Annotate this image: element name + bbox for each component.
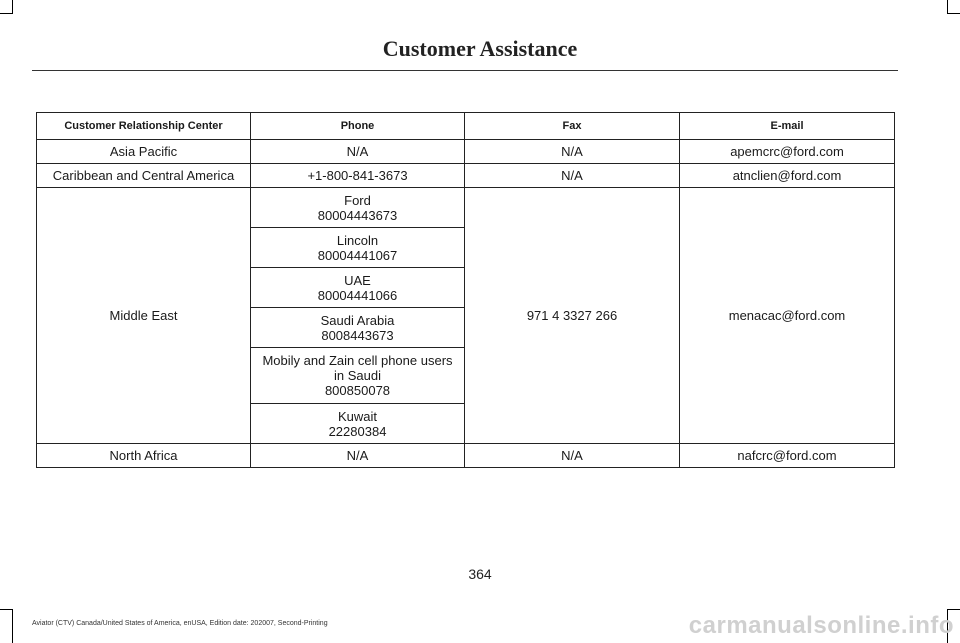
crop-mark	[12, 609, 13, 643]
phone-number: 80004441066	[317, 287, 398, 303]
title-divider	[32, 70, 898, 71]
phone-label: Kuwait	[337, 408, 378, 424]
email-cell: atnclien@ford.com	[680, 164, 895, 188]
phone-cell	[251, 348, 465, 404]
phone-cell	[251, 268, 465, 308]
email-cell: nafcrc@ford.com	[680, 444, 895, 468]
table-row	[37, 188, 895, 228]
phone-cell: +1-800-841-3673	[251, 164, 465, 188]
table-row	[37, 140, 895, 164]
column-header-email: E-mail	[680, 113, 895, 140]
page-title: Customer Assistance	[382, 36, 578, 61]
phone-number: 8008443673	[321, 327, 394, 343]
phone-label: in Saudi	[334, 368, 381, 383]
fax-cell: N/A	[465, 140, 680, 164]
table-row	[37, 164, 895, 188]
fax-cell: N/A	[465, 444, 680, 468]
footer-edition-text: Aviator (CTV) Canada/United States of America, enUSA, Edition date: 202007, Second-Printing	[32, 620, 328, 627]
crop-mark	[947, 13, 960, 14]
watermark: carmanualsonline.info	[688, 612, 954, 639]
phone-label: Mobily and Zain cell phone users	[262, 353, 453, 368]
phone-cell: N/A	[251, 140, 465, 164]
table-row	[37, 444, 895, 468]
phone-label: Saudi Arabia	[320, 312, 395, 328]
column-header-phone: Phone	[251, 113, 465, 140]
page-number: 364	[468, 566, 492, 582]
fax-cell: N/A	[465, 164, 680, 188]
crop-mark	[947, 609, 960, 610]
fax-cell: 971 4 3327 266	[465, 188, 680, 444]
center-cell: Caribbean and Central America	[37, 164, 251, 188]
column-header-center: Customer Relationship Center	[37, 113, 251, 140]
column-header-fax: Fax	[465, 113, 680, 140]
crop-mark	[947, 0, 948, 14]
phone-cell	[251, 308, 465, 348]
phone-number: 800850078	[324, 383, 391, 398]
customer-assistance-table	[36, 112, 895, 468]
center-cell: Middle East	[37, 188, 251, 444]
phone-label: Ford	[344, 192, 371, 208]
crop-mark	[12, 0, 13, 14]
phone-cell	[251, 228, 465, 268]
center-cell: North Africa	[37, 444, 251, 468]
phone-label: Lincoln	[336, 232, 379, 248]
crop-mark	[0, 13, 13, 14]
phone-number: 22280384	[328, 423, 387, 439]
email-cell: menacac@ford.com	[680, 188, 895, 444]
phone-cell: N/A	[251, 444, 465, 468]
crop-mark	[0, 609, 13, 610]
phone-number: 80004443673	[317, 207, 398, 223]
table-header-row	[37, 113, 895, 140]
phone-number: 80004441067	[317, 247, 398, 263]
center-cell: Asia Pacific	[37, 140, 251, 164]
email-cell: apemcrc@ford.com	[680, 140, 895, 164]
phone-cell	[251, 404, 465, 444]
phone-cell	[251, 188, 465, 228]
phone-label: UAE	[344, 272, 371, 288]
